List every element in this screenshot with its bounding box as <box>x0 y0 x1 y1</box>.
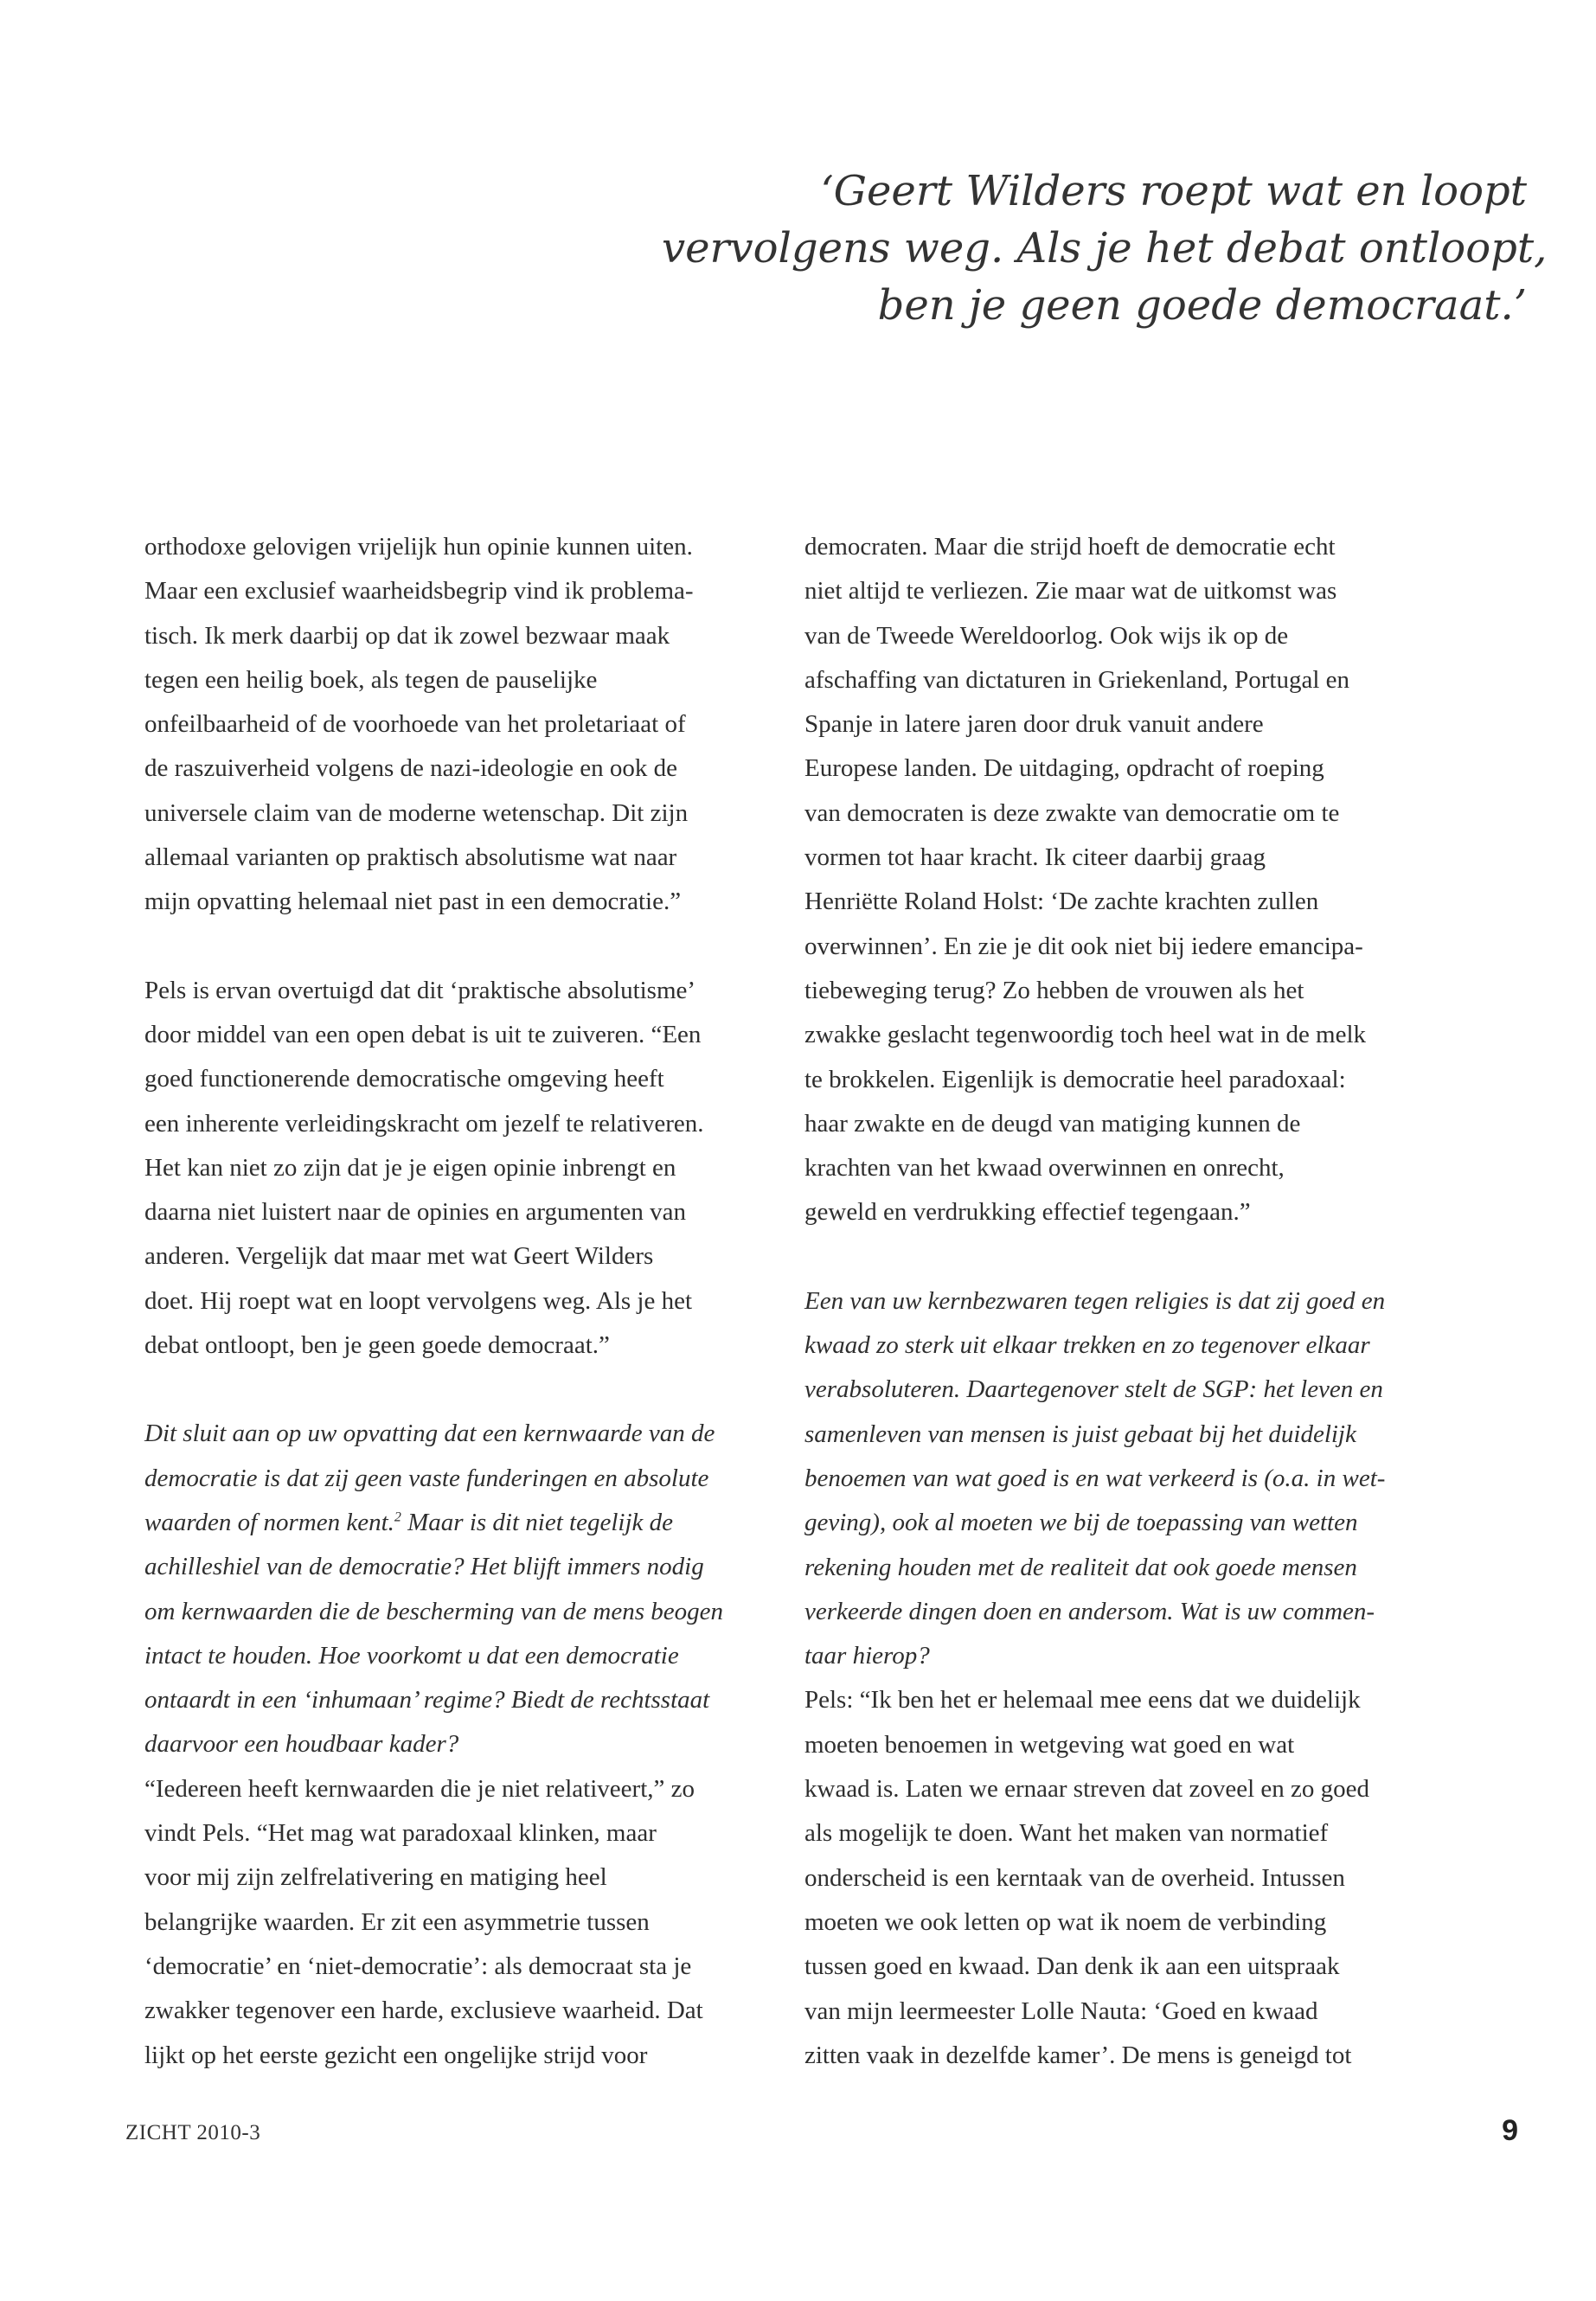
interview-question <box>804 1279 1410 1679</box>
text-line: mijn opvatting helemaal niet past in een democratie.” <box>144 888 682 916</box>
text-line: van democraten is deze zwakte van democratie om te <box>804 798 1340 827</box>
text-line: om kernwaarden die de bescherming van de mens beogen <box>144 1597 723 1625</box>
text-line: overwinnen’. En zie je dit ook niet bij iedere emancipa- <box>804 932 1363 960</box>
text-line: voor mij zijn zelfrelativering en matiging heel <box>144 1863 607 1892</box>
text-line: kwaad zo sterk uit elkaar trekken en zo tegenover elkaar <box>804 1331 1370 1360</box>
text-line: achilleshiel van de democratie? Het blijft immers nodig <box>144 1553 704 1581</box>
text-line: verkeerde dingen doen en andersom. Wat is uw commen- <box>804 1597 1375 1625</box>
text-line: Henriëtte Roland Holst: ‘De zachte krachten zullen <box>804 888 1319 916</box>
text-line: taar hierop? <box>804 1642 930 1670</box>
text-line: intact te houden. Hoe voorkomt u dat een democratie <box>144 1641 679 1670</box>
text-line: lijkt op het eerste gezicht een ongelijke strijd voor <box>144 2041 648 2069</box>
text-line: democraten. Maar die strijd hoeft de democratie echt <box>804 533 1336 561</box>
publication-label: ZICHT 2010-3 <box>125 2121 261 2144</box>
text-line: allemaal varianten op praktisch absolutisme wat naar <box>144 843 677 872</box>
text-line: Dit sluit aan op uw opvatting dat een kernwaarde van de <box>144 1420 715 1448</box>
text-line: tussen goed en kwaad. Dan denk ik aan een uitspraak <box>804 1952 1340 1981</box>
paragraph <box>144 969 750 1368</box>
paragraph <box>804 525 1410 1235</box>
pull-quote <box>662 163 1548 334</box>
text-line: “Iedereen heeft kernwaarden die je niet relativeert,” zo <box>144 1774 695 1803</box>
text-line: benoemen van wat goed is en wat verkeerd is (o.a. in wet- <box>804 1464 1386 1492</box>
text-fragment: Maar is dit niet tegelijk de <box>401 1508 673 1536</box>
text-line: tegen een heilig boek, als tegen de pauselijke <box>144 665 598 694</box>
text-line: daarvoor een houdbaar kader? <box>144 1730 459 1759</box>
text-line: daarna niet luistert naar de opinies en argumenten van <box>144 1198 686 1227</box>
text-line: niet altijd te verliezen. Zie maar wat de uitkomst was <box>804 577 1337 606</box>
text-line: doet. Hij roept wat en loopt vervolgens weg. Als je het <box>144 1286 693 1315</box>
text-line: verabsoluteren. Daartegenover stelt de SGP: het leven en <box>804 1375 1383 1404</box>
text-line: moeten benoemen in wetgeving wat goed en wat <box>804 1730 1295 1759</box>
text-line: geweld en verdrukking effectief tegengaan.” <box>804 1198 1251 1227</box>
text-line: vindt Pels. “Het mag wat paradoxaal klinken, maar <box>144 1819 657 1848</box>
text-line: te brokkelen. Eigenlijk is democratie heel paradoxaal: <box>804 1065 1346 1093</box>
text-line: Maar een exclusief waarheidsbegrip vind ik problema- <box>144 577 694 606</box>
text-line: Spanje in latere jaren door druk vanuit andere <box>804 710 1264 739</box>
left-column <box>144 525 750 2078</box>
text-line: moeten we ook letten op wat ik noem de verbinding <box>804 1907 1327 1936</box>
text-line: de raszuiverheid volgens de nazi-ideologie en ook de <box>144 754 678 783</box>
text-line: Pels is ervan overtuigd dat dit ‘praktische absolutisme’ <box>144 976 696 1004</box>
text-line: debat ontloopt, ben je geen goede democraat.” <box>144 1331 610 1360</box>
text-line: kwaad is. Laten we ernaar streven dat zoveel en zo goed <box>804 1775 1369 1804</box>
text-line: door middel van een open debat is uit te zuiveren. “Een <box>144 1020 702 1048</box>
text-line: krachten van het kwaad overwinnen en onrecht, <box>804 1154 1285 1183</box>
text-line: ‘democratie’ en ‘niet-democratie’: als democraat sta je <box>144 1952 692 1980</box>
text-line: democratie is dat zij geen vaste funderingen en absolute <box>144 1464 709 1492</box>
text-line: als mogelijk te doen. Want het maken van normatief <box>804 1819 1329 1848</box>
text-line: zwakke geslacht tegenwoordig toch heel wat in de melk <box>804 1021 1367 1049</box>
text-line: tisch. Ik merk daarbij op dat ik zowel bezwaar maak <box>144 621 670 650</box>
page-number: 9 <box>1502 2114 1518 2147</box>
text-line: van mijn leermeester Lolle Nauta: ‘Goed en kwaad <box>804 1997 1318 2025</box>
text-line: haar zwakte en de deugd van matiging kunnen de <box>804 1109 1301 1138</box>
pull-quote-line: ‘Geert Wilders roept wat en loopt <box>820 167 1527 215</box>
text-line: goed functionerende democratische omgeving heeft <box>144 1065 664 1093</box>
text-fragment: waarden of normen kent. <box>144 1508 394 1536</box>
footnote-marker: 2 <box>394 1509 401 1525</box>
paragraph <box>144 1767 750 2078</box>
text-line: Europese landen. De uitdaging, opdracht of roeping <box>804 754 1324 783</box>
text-line: rekening houden met de realiteit dat ook goede mensen <box>804 1553 1357 1581</box>
text-line: een inherente verleidingskracht om jezelf te relativeren. <box>144 1109 704 1138</box>
text-line: van de Tweede Wereldoorlog. Ook wijs ik op de <box>804 621 1289 650</box>
pull-quote-line: vervolgens weg. Als je het debat ontloopt, <box>662 224 1548 272</box>
text-line: tiebeweging terug? Zo hebben de vrouwen als het <box>804 976 1304 1004</box>
right-column <box>804 525 1410 2078</box>
paragraph <box>804 1678 1410 2078</box>
text-line: vormen tot haar kracht. Ik citeer daarbij graag <box>804 843 1266 872</box>
text-line: universele claim van de moderne wetenschap. Dit zijn <box>144 798 689 827</box>
pull-quote-line: ben je geen goede democraat.’ <box>877 281 1527 330</box>
text-line: afschaffing van dictaturen in Griekenland, Portugal en <box>804 665 1349 694</box>
paragraph <box>144 525 750 925</box>
text-line <box>144 1501 750 1545</box>
text-line: belangrijke waarden. Er zit een asymmetrie tussen <box>144 1907 650 1936</box>
text-line: Een van uw kernbezwaren tegen religies is dat zij goed en <box>804 1286 1386 1315</box>
text-line: anderen. Vergelijk dat maar met wat Geert Wilders <box>144 1242 654 1271</box>
text-line: zwakker tegenover een harde, exclusieve waarheid. Dat <box>144 1997 703 2025</box>
text-line: samenleven van mensen is juist gebaat bij het duidelijk <box>804 1420 1356 1448</box>
text-line: onfeilbaarheid of de voorhoede van het proletariaat of <box>144 710 686 739</box>
text-line: onderscheid is een kerntaak van de overheid. Intussen <box>804 1863 1345 1892</box>
text-line: ontaardt in een ‘inhumaan’ regime? Biedt de rechtsstaat <box>144 1686 710 1715</box>
text-line: Het kan niet zo zijn dat je je eigen opinie inbrengt en <box>144 1153 676 1182</box>
text-line: geving), ook al moeten we bij de toepassing van wetten <box>804 1509 1358 1537</box>
interview-question <box>144 1412 750 1766</box>
text-line: zitten vaak in dezelfde kamer’. De mens is geneigd tot <box>804 2041 1352 2069</box>
text-line: orthodoxe gelovigen vrijelijk hun opinie kunnen uiten. <box>144 533 693 561</box>
text-line: Pels: “Ik ben het er helemaal mee eens dat we duidelijk <box>804 1686 1361 1715</box>
